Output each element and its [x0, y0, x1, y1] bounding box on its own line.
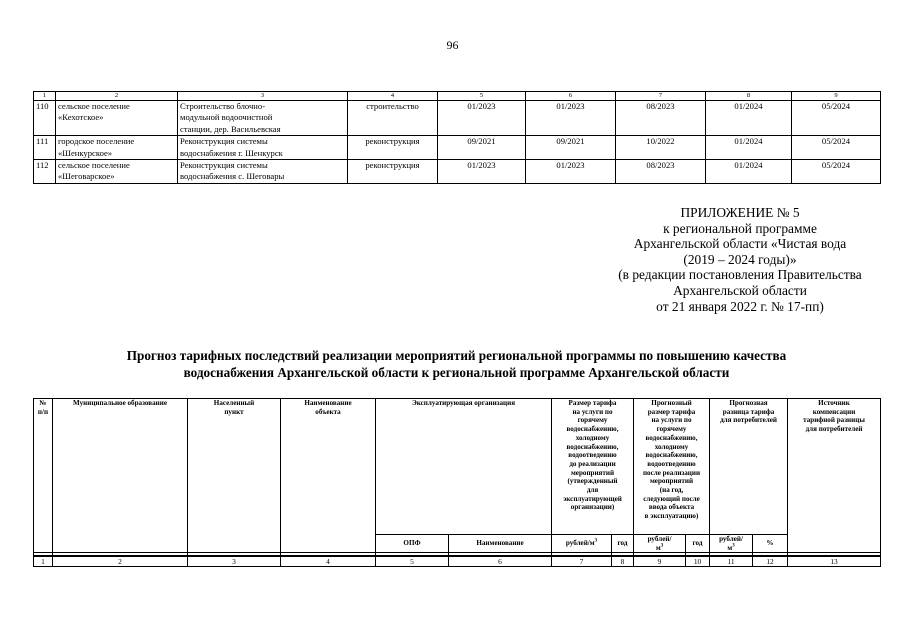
date-cell: 09/2021	[526, 136, 616, 160]
header-number: № п/п	[34, 399, 53, 553]
header-settlement: Населенный пункт	[188, 399, 281, 553]
row-number: 112	[34, 160, 56, 184]
municipality-cell: сельское поселение «Кехотское»	[56, 101, 178, 136]
table-row	[34, 160, 881, 184]
column-number: 6	[526, 92, 616, 101]
municipality-cell: городское поселение «Шенкурское»	[56, 136, 178, 160]
work-type-cell: реконструкция	[348, 136, 438, 160]
appendix-line: ПРИЛОЖЕНИЕ № 5	[680, 205, 800, 220]
column-number: 4	[348, 92, 438, 101]
appendix-heading	[560, 205, 905, 314]
appendix-line: Архангельской области	[673, 282, 807, 298]
table-row	[34, 101, 881, 136]
column-number: 2	[56, 92, 178, 101]
column-number: 5	[438, 92, 526, 101]
appendix-line: (2019 – 2024 годы)»	[683, 251, 797, 267]
header-municipality: Муниципальное образование	[53, 399, 188, 553]
column-number: 1	[34, 556, 53, 567]
date-cell: 05/2024	[792, 160, 881, 184]
column-number: 9	[792, 92, 881, 101]
object-cell: Реконструкция системы водоснабжения с. Шеговары	[178, 160, 348, 184]
object-cell: Строительство блочно- модульной водоочистной станции, дер. Васильевская	[178, 101, 348, 136]
header-difference: Прогнозная разница тарифа для потребителей	[710, 399, 788, 535]
column-number: 3	[188, 556, 281, 567]
date-cell: 05/2024	[792, 136, 881, 160]
header-object: Наименование объекта	[281, 399, 376, 553]
appendix-line: к региональной программе	[663, 220, 817, 236]
header-row	[34, 399, 881, 535]
column-number: 1	[34, 92, 56, 101]
column-number: 3	[178, 92, 348, 101]
work-type-cell: строительство	[348, 101, 438, 136]
column-number-row	[34, 556, 881, 567]
column-number: 7	[616, 92, 706, 101]
date-cell: 01/2024	[706, 101, 792, 136]
tariff-forecast-table	[33, 398, 881, 567]
header-source: Источник компенсации тарифной разницы для потребителей	[788, 399, 881, 553]
column-number: 8	[706, 92, 792, 101]
column-number: 5	[376, 556, 449, 567]
object-cell: Реконструкция системы водоснабжения г. Шенкурск	[178, 136, 348, 160]
appendix-line: (в редакции постановления Правительства	[618, 267, 862, 283]
header-operator: Эксплуатирующая организация	[376, 399, 552, 535]
subheader-opf: ОПФ	[376, 535, 449, 553]
column-number: 6	[449, 556, 552, 567]
subheader-rub-m3: рублей/ $м^3$	[710, 535, 753, 553]
table-row	[34, 136, 881, 160]
document-title	[33, 348, 880, 381]
subheader-percent: %	[753, 535, 788, 553]
column-number-row	[34, 92, 881, 101]
subheader-rub-m3: рублей/ $м^3$	[634, 535, 686, 553]
date-cell: 10/2022	[616, 136, 706, 160]
date-cell: 01/2023	[438, 101, 526, 136]
title-line: Прогноз тарифных последствий реализации мероприятий региональной программы по повышению качества	[126, 348, 787, 363]
header-tariff-before: Размер тарифа на услуги по горячему водоснабжению, холодному водоснабжению, водоотведению до реализации мероприятий (утвержденный для эксплуатирующей организации)	[552, 399, 634, 535]
row-number: 110	[34, 101, 56, 136]
date-cell: 08/2023	[616, 101, 706, 136]
subheader-year: год	[612, 535, 634, 553]
appendix-line: от 21 января 2022 г. № 17-пп)	[656, 298, 824, 314]
header-tariff-after: Прогнозный размер тарифа на услуги по горячему водоснабжению, холодному водоснабжению, водоотведению после реализации мероприятий (на год, следующий после ввода объекта в эксплуатацию)	[634, 399, 710, 535]
column-number: 13	[788, 556, 881, 567]
date-cell: 01/2024	[706, 136, 792, 160]
column-number: 2	[53, 556, 188, 567]
construction-schedule-table	[33, 91, 881, 184]
date-cell: 01/2023	[526, 101, 616, 136]
column-number: 12	[753, 556, 788, 567]
column-number: 10	[686, 556, 710, 567]
column-number: 9	[634, 556, 686, 567]
column-number: 7	[552, 556, 612, 567]
date-cell: 01/2023	[438, 160, 526, 184]
date-cell: 09/2021	[438, 136, 526, 160]
column-number: 8	[612, 556, 634, 567]
date-cell: 05/2024	[792, 101, 881, 136]
subheader-name: Наименование	[449, 535, 552, 553]
subheader-rub-m3: рублей/$м^3$	[552, 535, 612, 553]
row-number: 111	[34, 136, 56, 160]
appendix-line: Архангельской области «Чистая вода	[633, 236, 847, 252]
column-number: 11	[710, 556, 753, 567]
date-cell: 01/2023	[526, 160, 616, 184]
date-cell: 08/2023	[616, 160, 706, 184]
municipality-cell: сельское поселение «Шеговарское»	[56, 160, 178, 184]
date-cell: 01/2024	[706, 160, 792, 184]
title-line: водоснабжения Архангельской области к региональной программе Архангельской области	[183, 364, 730, 380]
page-number: 96	[446, 38, 459, 52]
subheader-year: год	[686, 535, 710, 553]
work-type-cell: реконструкция	[348, 160, 438, 184]
column-number: 4	[281, 556, 376, 567]
